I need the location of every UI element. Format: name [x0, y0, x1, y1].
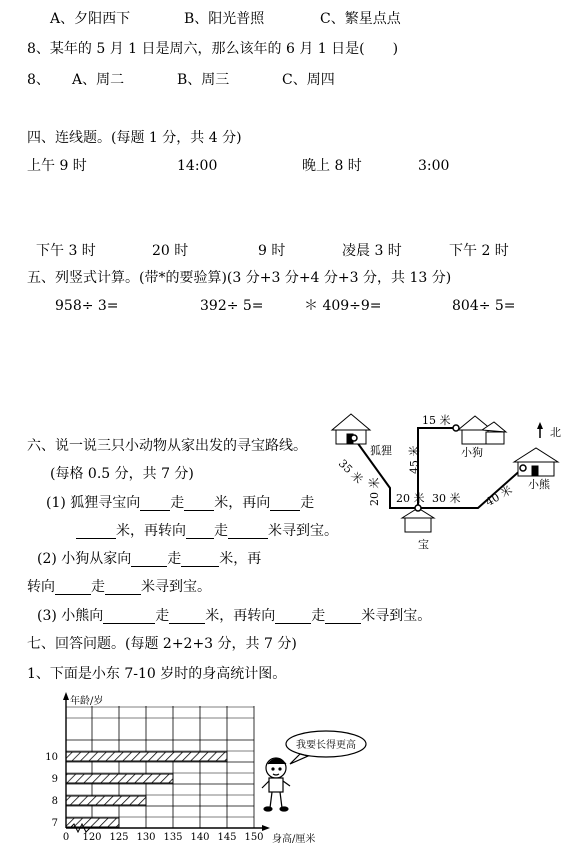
- route-text: (2) 小狗从家向: [37, 551, 132, 567]
- y-tick-label: 10: [45, 752, 58, 763]
- q7-option-a: A、夕阳西下: [50, 11, 131, 27]
- answer-blank[interactable]: [325, 609, 361, 624]
- section6-title: 六、说一说三只小动物从家出发的寻宝路线。: [27, 438, 307, 454]
- route-text: 走: [311, 608, 326, 624]
- y-tick-label: 8: [51, 796, 58, 807]
- answer-blank[interactable]: [55, 580, 91, 595]
- route-text: 米寻到宝。: [141, 579, 211, 595]
- route-text: (1) 狐狸寻宝向: [46, 495, 141, 511]
- chart-bars: [66, 752, 227, 827]
- distance-label: 15 米: [422, 414, 451, 427]
- route-line-4: [27, 579, 211, 595]
- route-text: 走: [167, 551, 182, 567]
- route-text: 米寻到宝。: [361, 608, 432, 624]
- answer-blank[interactable]: [270, 496, 300, 511]
- distance-label: 20 米: [368, 477, 381, 506]
- q8-option-a: A、周二: [72, 72, 125, 88]
- answer-blank[interactable]: [275, 609, 311, 624]
- q8-number: 8、: [27, 72, 50, 88]
- answer-blank[interactable]: [140, 496, 170, 511]
- match-bottom-3: 9 时: [258, 243, 286, 259]
- x-axis-label: 身高/厘米: [272, 834, 316, 845]
- y-axis-label: 年龄/岁: [70, 696, 104, 707]
- route-text: 走: [300, 495, 315, 511]
- answer-blank[interactable]: [184, 496, 214, 511]
- route-line-1: [46, 495, 314, 511]
- q8-stem: 8、某年的 5 月 1 日是周六，那么该年的 6 月 1 日是( ): [27, 41, 399, 57]
- boy-icon: [262, 758, 290, 811]
- answer-blank[interactable]: [76, 524, 116, 539]
- match-top-3: 晚上 8 时: [302, 158, 362, 174]
- distance-label: 45 米: [408, 445, 421, 474]
- route-text: 走: [170, 495, 185, 511]
- section7-question-1: 1、下面是小东 7-10 岁时的身高统计图。: [27, 666, 287, 682]
- bar-age-8: [66, 796, 146, 805]
- match-top-1: 上午 9 时: [27, 158, 87, 174]
- match-top-2: 14:00: [177, 158, 218, 174]
- route-text: 走: [155, 608, 170, 624]
- boy-illustration: [260, 728, 370, 812]
- x-tick-label: 120: [82, 832, 102, 843]
- route-text: 米，再转向: [205, 608, 276, 624]
- answer-blank[interactable]: [186, 524, 214, 539]
- route-text: 转向: [27, 579, 55, 595]
- y-tick-label: 9: [51, 774, 58, 785]
- distance-label: 40 米: [483, 483, 515, 509]
- dog-label: 小狗: [461, 446, 483, 459]
- bear-label: 小熊: [528, 478, 550, 491]
- treasure-label: 宝: [418, 538, 429, 551]
- q8-option-c: C、周四: [282, 72, 335, 88]
- distance-label: 35 米: [335, 456, 366, 487]
- match-bottom-2: 20 时: [152, 243, 189, 259]
- route-text: 米，再向: [214, 495, 271, 511]
- section7-title: 七、回答问题。(每题 2+2+3 分，共 7 分): [27, 636, 297, 652]
- calc-item-3: ＊ 409÷9=: [304, 298, 382, 314]
- speech-text: 我要长得更高: [296, 740, 356, 751]
- distance-label: 30 米: [432, 492, 461, 505]
- match-bottom-1: 下午 3 时: [36, 243, 96, 259]
- y-axis-arrow: [63, 692, 69, 700]
- q7-option-c: C、繁星点点: [320, 11, 401, 27]
- route-text: (3) 小熊向: [37, 608, 104, 624]
- match-bottom-5: 下午 2 时: [449, 243, 509, 259]
- answer-blank[interactable]: [131, 552, 167, 567]
- match-bottom-4: 凌晨 3 时: [342, 243, 402, 259]
- y-tick-label: 7: [51, 818, 58, 829]
- x-tick-label: 130: [136, 832, 156, 843]
- chart-grid: [66, 706, 254, 828]
- route-line-3: [37, 551, 261, 567]
- section6-score: (每格 0.5 分，共 7 分): [50, 466, 194, 482]
- treasure-point: [415, 505, 421, 511]
- route-line-2: [76, 523, 338, 539]
- route-text: 米，再转向: [116, 523, 186, 539]
- x-tick-label: 145: [217, 832, 237, 843]
- q8-option-b: B、周三: [177, 72, 230, 88]
- bar-age-9: [66, 774, 173, 783]
- x-tick-label: 0: [62, 832, 70, 843]
- answer-blank[interactable]: [169, 609, 205, 624]
- x-tick-label: 135: [163, 832, 183, 843]
- section5-title: 五、列竖式计算。(带*的要验算)(3 分+3 分+4 分+3 分，共 13 分): [27, 270, 452, 286]
- route-text: 米，再: [219, 551, 262, 567]
- bear-house-icon: [514, 448, 558, 476]
- match-top-4: 3:00: [418, 158, 450, 174]
- q7-option-b: B、阳光普照: [184, 11, 265, 27]
- calc-item-4: 804÷ 5=: [452, 298, 516, 314]
- x-tick-label: 150: [244, 832, 264, 843]
- fox-label: 狐狸: [370, 444, 392, 457]
- dog-house-icon: [458, 416, 506, 444]
- answer-blank[interactable]: [105, 580, 141, 595]
- north-label: 北: [550, 426, 561, 439]
- route-text: 走: [214, 523, 228, 539]
- bar-age-10: [66, 752, 227, 761]
- answer-blank[interactable]: [228, 524, 268, 539]
- bar-age-7: [66, 818, 119, 827]
- route-text: 走: [91, 579, 105, 595]
- route-map: [318, 408, 574, 556]
- route-text: 米寻到宝。: [268, 523, 338, 539]
- fox-point: [351, 435, 357, 441]
- x-axis-arrow: [262, 825, 270, 831]
- route-line-5: [37, 608, 431, 624]
- calc-item-1: 958÷ 3=: [55, 298, 119, 314]
- bear-point: [520, 465, 526, 471]
- x-tick-label: 140: [190, 832, 210, 843]
- x-tick-label: 125: [109, 832, 129, 843]
- answer-blank[interactable]: [103, 609, 155, 624]
- answer-blank[interactable]: [181, 552, 219, 567]
- distance-label: 20 米: [396, 492, 425, 505]
- calc-item-2: 392÷ 5=: [200, 298, 264, 314]
- section4-title: 四、连线题。(每题 1 分，共 4 分): [27, 130, 242, 146]
- dog-point: [453, 425, 459, 431]
